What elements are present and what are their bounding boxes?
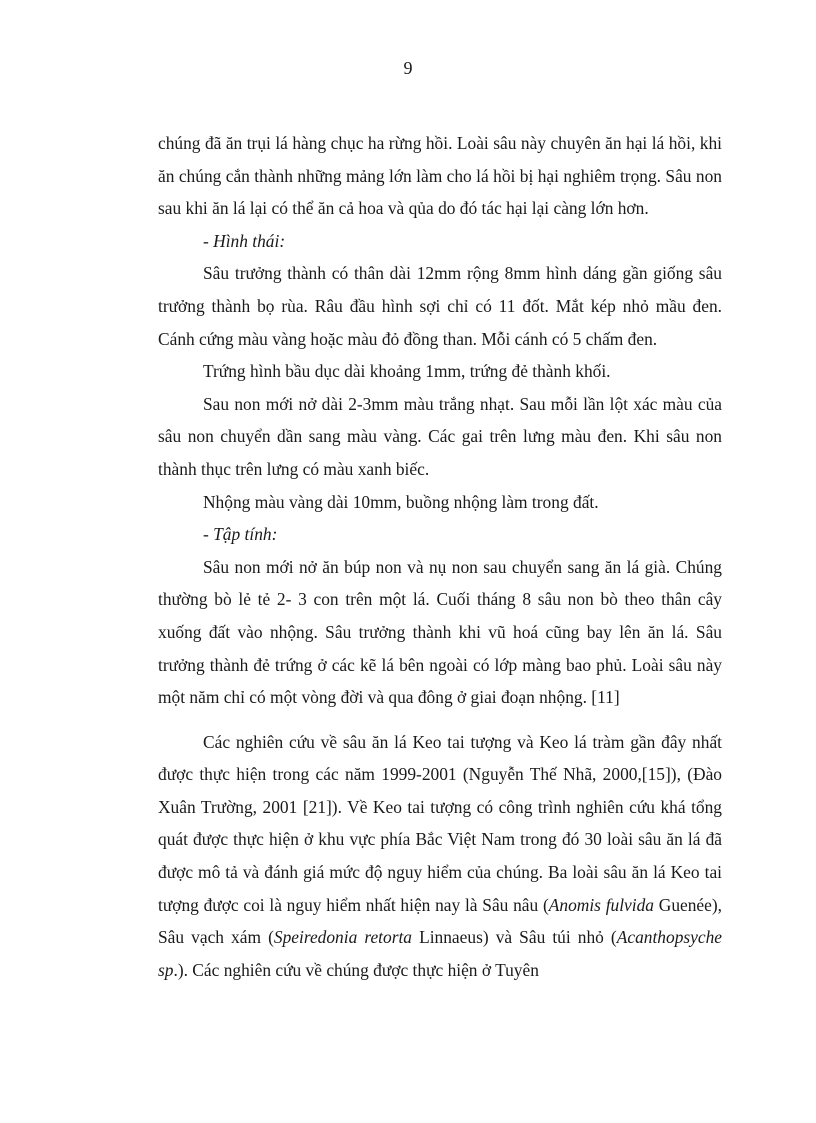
paragraph-larva: Sau non mới nở dài 2-3mm màu trắng nhạt. Sau mỗi lần lột xác màu của sâu non chuyển dần sang màu vàng. Các gai trên lưng màu đen. Khi sâu non thành thục trên lưng có màu xanh biếc. bbox=[158, 393, 722, 479]
paragraph-research bbox=[158, 726, 722, 987]
species-acanthopsyche: Acanthopsyche sp bbox=[158, 927, 723, 980]
heading-behavior: - Tập tính: bbox=[203, 524, 278, 545]
document-body bbox=[158, 127, 722, 986]
species-anomis: Anomis fulvida bbox=[548, 894, 655, 915]
heading-morphology: - Hình thái: bbox=[203, 230, 286, 251]
page-number: 9 bbox=[403, 58, 413, 78]
research-text-2: Guenée), Sâu vạch xám ( bbox=[158, 894, 723, 948]
paragraph-pupa: Nhộng màu vàng dài 10mm, buồng nhộng làm trong đất. bbox=[203, 491, 599, 512]
species-speiredonia: Speiredonia retorta bbox=[273, 927, 413, 948]
paragraph-adult: Sâu trưởng thành có thân dài 12mm rộng 8mm hình dáng gần giống sâu trưởng thành bọ rùa. Râu đầu hình sợi chỉ có 11 đốt. Mắt kép nhỏ mầu đen. Cánh cứng màu vàng hoặc màu đỏ đồng than. Mỗi cánh có 5 chấm đen. bbox=[158, 263, 722, 349]
paragraph-egg: Trứng hình bầu dục dài khoảng 1mm, trứng đẻ thành khối. bbox=[203, 361, 611, 382]
paragraph-behavior: Sâu non mới nở ăn búp non và nụ non sau chuyển sang ăn lá già. Chúng thường bò lẻ tẻ 2- 3 con trên một lá. Cuối tháng 8 sâu non bò theo thân cây xuống đất vào nhộng. Sâu trưởng thành khi vũ hoá cũng bay lên ăn lá. Sâu trưởng thành đẻ trứng ở các kẽ lá bên ngoài có lớp màng bao phủ. Loài sâu này một năm chỉ có một vòng đời và qua đông ở giai đoạn nhộng. [11] bbox=[158, 556, 722, 708]
paragraph-damage: chúng đã ăn trụi lá hàng chục ha rừng hồi. Loài sâu này chuyên ăn hại lá hồi, khi ăn chúng cắn thành những mảng lớn làm cho lá hồi bị hại nghiêm trọng. Sâu non sau khi ăn lá lại có thể ăn cả hoa và qủa do đó tác hại lại càng lớn hơn. bbox=[158, 133, 722, 219]
research-text-4: .). Các nghiên cứu về chúng được thực hiện ở Tuyên bbox=[173, 959, 539, 980]
research-text-1: Các nghiên cứu về sâu ăn lá Keo tai tượng và Keo lá tràm gần đây nhất được thực hiện trong các năm 1999-2001 (Nguyễn Thế Nhã, 2000,[15]), (Đào Xuân Trường, 2001 [21]). Về Keo tai tượng có công trình nghiên cứu khá tổng quát được thực hiện ở khu vực phía Bắc Việt Nam trong đó 30 loài sâu ăn lá đã được mô tả và đánh giá mức độ nguy hiểm của chúng. Ba loài sâu ăn lá Keo tai tượng được coi là nguy hiểm nhất hiện nay là Sâu nâu ( bbox=[158, 731, 722, 915]
research-text-3: Linnaeus) và Sâu túi nhỏ ( bbox=[412, 927, 617, 948]
